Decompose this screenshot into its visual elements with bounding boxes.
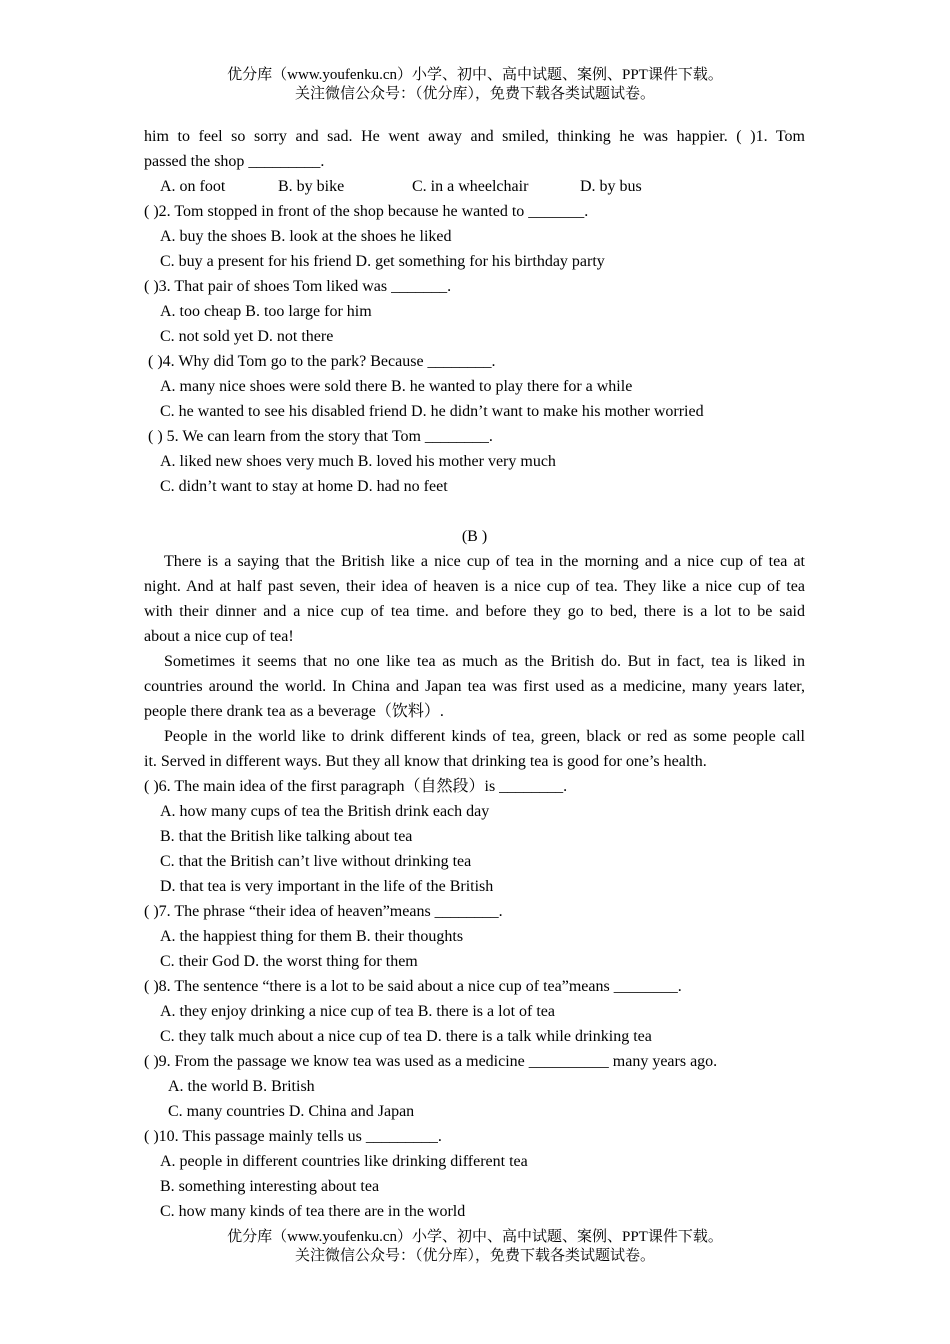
question-3-options-cd: C. not sold yet D. not there [160, 328, 334, 345]
question-5-options-cd: C. didn’t want to stay at home D. had no feet [160, 478, 448, 495]
question-10-option-c: C. how many kinds of tea there are in the world [160, 1203, 466, 1220]
question-5-stem: ( ) 5. We can learn from the story that Tom ________. [148, 428, 493, 445]
question-9-options-ab: A. the world B. British [168, 1078, 315, 1095]
question-8-stem: ( )8. The sentence “there is a lot to be said about a nice cup of tea”means ________. [144, 978, 682, 995]
passage-b-line: Sometimes it seems that no one like tea as much as the British do. But in fact, tea is liked in [164, 653, 805, 670]
question-8-options-cd: C. they talk much about a nice cup of tea D. there is a talk while drinking tea [160, 1028, 652, 1045]
header-line-2: 关注微信公众号：（优分库），免费下载各类试题试卷。 [294, 86, 655, 102]
question-2-options-ab: A. buy the shoes B. look at the shoes he liked [160, 228, 452, 245]
question-6-option-b: B. that the British like talking about tea [160, 828, 413, 845]
page-footer [0, 1228, 950, 1266]
question-6-stem: ( )6. The main idea of the first paragraph（自然段）is ________. [144, 778, 568, 795]
question-1-options [144, 174, 805, 199]
question-6-option-d: D. that tea is very important in the life of the British [160, 878, 494, 895]
footer-line-1: 优分库（www.youfenku.cn）小学、初中、高中试题、案例、PPT课件下载。 [227, 1229, 723, 1245]
option-d: D. by bus [580, 178, 642, 195]
section-b-title: (B ) [461, 528, 488, 545]
option-c: C. in a wheelchair [412, 178, 529, 195]
footer-line-2: 关注微信公众号：（优分库），免费下载各类试题试卷。 [294, 1248, 655, 1264]
question-9-stem: ( )9. From the passage we know tea was used as a medicine __________ many years ago. [144, 1053, 718, 1070]
passage-b-line: about a nice cup of tea! [144, 628, 294, 645]
question-2-options-cd: C. buy a present for his friend D. get something for his birthday party [160, 253, 605, 270]
question-7-options-ab: A. the happiest thing for them B. their thoughts [160, 928, 464, 945]
question-2-stem: ( )2. Tom stopped in front of the shop because he wanted to _______. [144, 203, 589, 220]
passage-b-line: night. And at half past seven, their idea of heaven is a nice cup of tea. They like a nice cup of tea [144, 578, 805, 595]
question-7-stem: ( )7. The phrase “their idea of heaven”means ________. [144, 903, 503, 920]
question-7-options-cd: C. their God D. the worst thing for them [160, 953, 418, 970]
passage-a-line: him to feel so sorry and sad. He went away and smiled, thinking he was happier. ( )1. Tom [144, 128, 805, 145]
page-header [0, 66, 950, 104]
passage-b-line: it. Served in different ways. But they all know that drinking tea is good for one’s health. [144, 753, 707, 770]
question-10-option-a: A. people in different countries like drinking different tea [160, 1153, 528, 1170]
header-line-1: 优分库（www.youfenku.cn）小学、初中、高中试题、案例、PPT课件下载。 [227, 67, 723, 83]
question-3-stem: ( )3. That pair of shoes Tom liked was _______. [144, 278, 452, 295]
passage-b-line: with their dinner and a nice cup of tea time. and before they go to bed, there is a lot to be said [144, 603, 805, 620]
exam-content [144, 124, 805, 1224]
question-6-option-c: C. that the British can’t live without drinking tea [160, 853, 472, 870]
question-4-stem: ( )4. Why did Tom go to the park? Because ________. [148, 353, 496, 370]
passage-a-line: passed the shop _________. [144, 153, 325, 170]
question-5-options-ab: A. liked new shoes very much B. loved his mother very much [160, 453, 556, 470]
passage-b-line: people there drank tea as a beverage（饮料）. [144, 703, 444, 720]
question-4-options-cd: C. he wanted to see his disabled friend D. he didn’t want to make his mother worried [160, 403, 704, 420]
option-b: B. by bike [278, 178, 345, 195]
question-10-stem: ( )10. This passage mainly tells us _________. [144, 1128, 442, 1145]
option-a: A. on foot [160, 178, 226, 195]
passage-b-line: People in the world like to drink different kinds of tea, green, black or red as some people call [164, 728, 805, 745]
question-3-options-ab: A. too cheap B. too large for him [160, 303, 372, 320]
question-6-option-a: A. how many cups of tea the British drink each day [160, 803, 490, 820]
question-8-options-ab: A. they enjoy drinking a nice cup of tea B. there is a lot of tea [160, 1003, 555, 1020]
passage-b-line: countries around the world. In China and Japan tea was first used as a medicine, many years later, [144, 678, 805, 695]
question-9-options-cd: C. many countries D. China and Japan [168, 1103, 415, 1120]
question-10-option-b: B. something interesting about tea [160, 1178, 380, 1195]
question-4-options-ab: A. many nice shoes were sold there B. he wanted to play there for a while [160, 378, 633, 395]
passage-b-line: There is a saying that the British like a nice cup of tea in the morning and a nice cup of tea at [164, 553, 805, 570]
